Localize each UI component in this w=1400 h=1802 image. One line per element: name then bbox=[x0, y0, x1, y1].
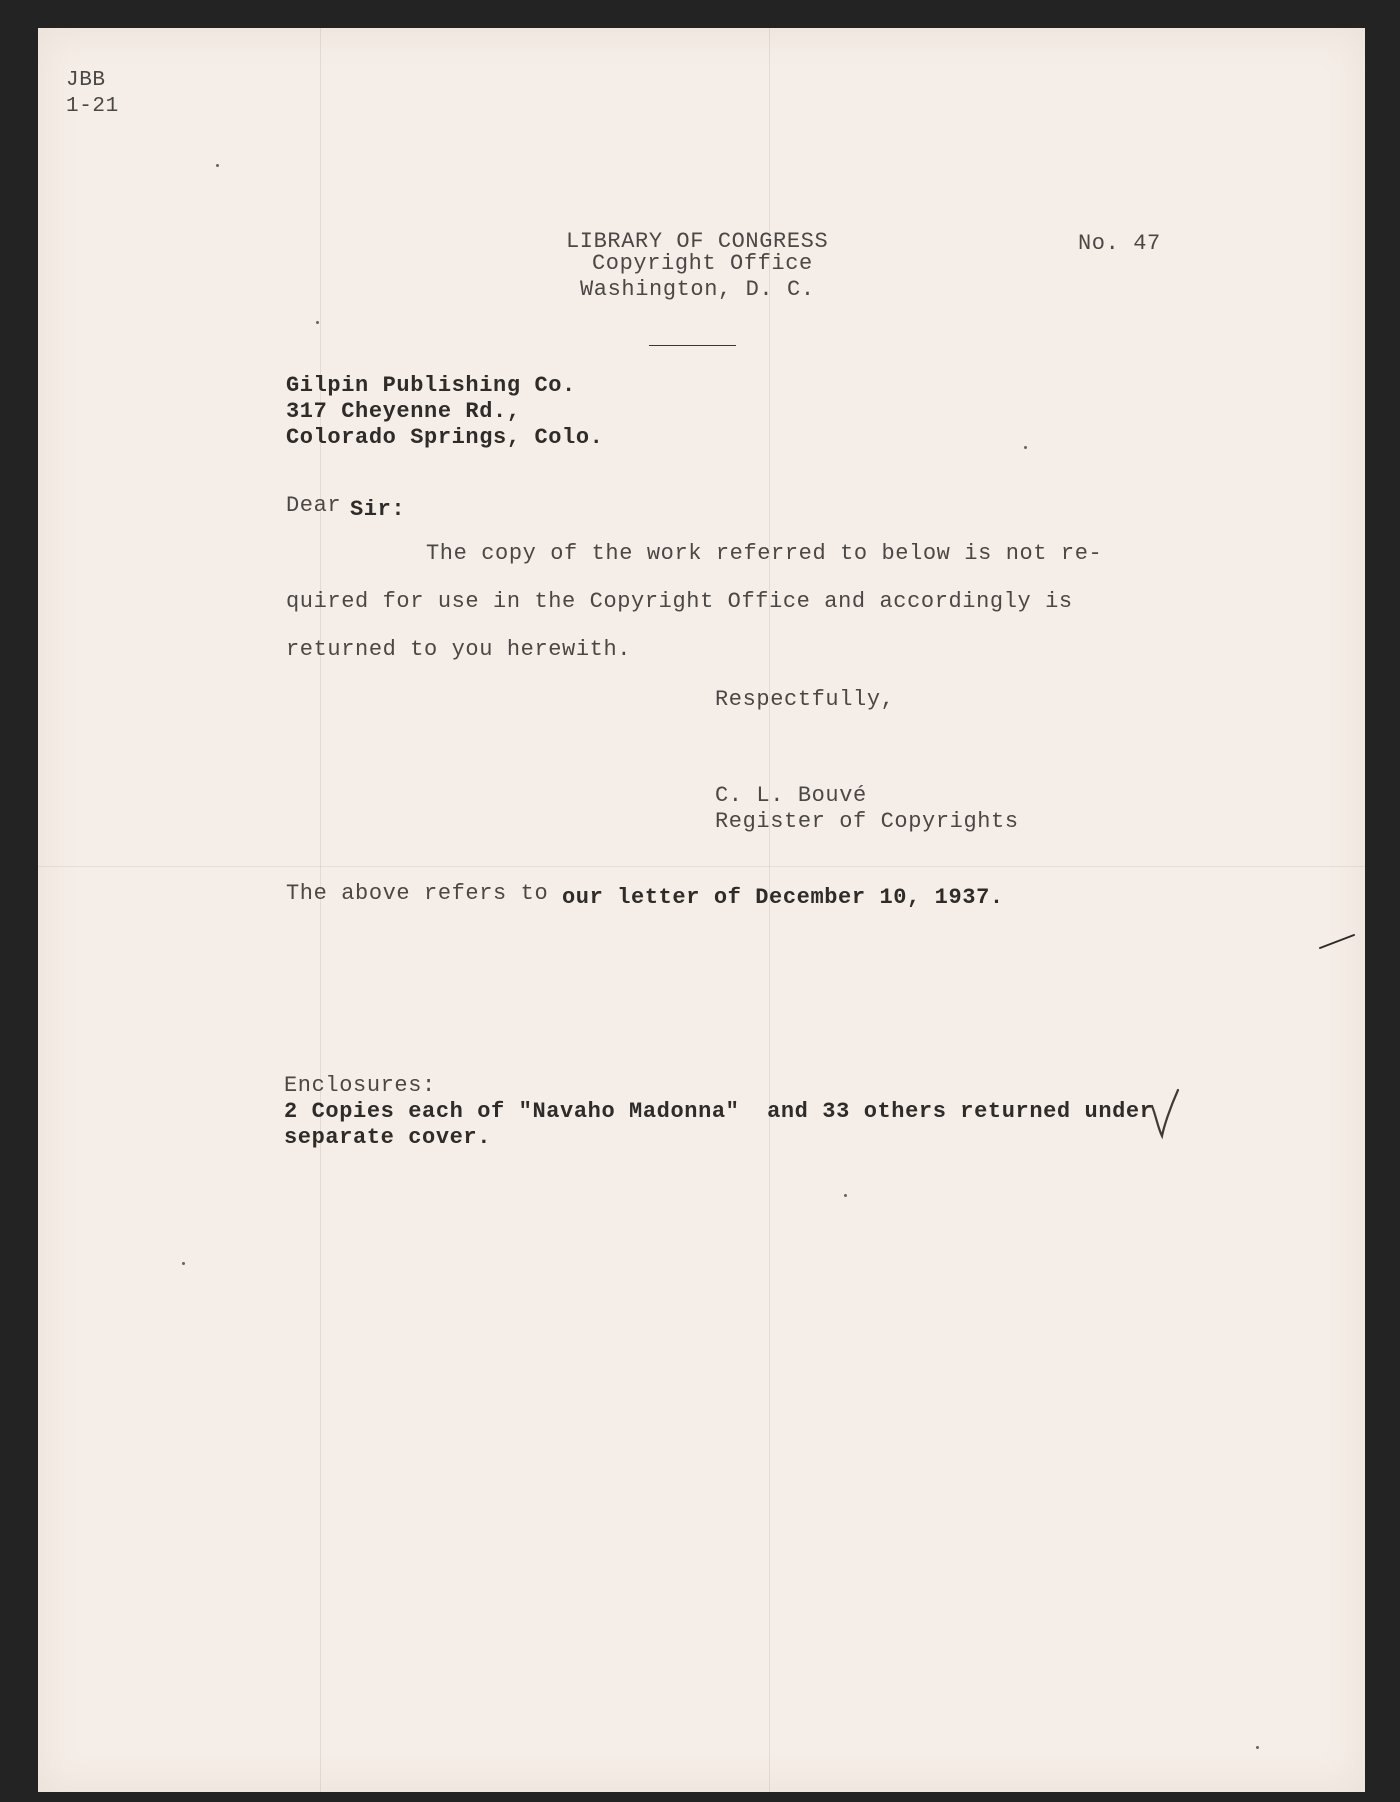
body-line-2: quired for use in the Copyright Office and accordingly is bbox=[286, 589, 1073, 614]
paper-speck bbox=[1024, 446, 1027, 449]
signer-title: Register of Copyrights bbox=[715, 809, 1019, 834]
letterhead-divider bbox=[649, 345, 736, 346]
body-line-1: The copy of the work referred to below is not re- bbox=[426, 541, 1103, 566]
letter-page bbox=[38, 28, 1365, 1792]
addressee-street: 317 Cheyenne Rd., bbox=[286, 399, 521, 424]
letterhead-location: Washington, D. C. bbox=[580, 277, 815, 302]
paper-speck bbox=[216, 164, 219, 167]
enclosures-heading: Enclosures: bbox=[284, 1073, 436, 1098]
reference-suffix: our letter of December 10, 1937. bbox=[562, 885, 1004, 910]
stray-pen-mark bbox=[1318, 932, 1358, 952]
file-mark-code: 1-21 bbox=[66, 95, 119, 118]
salutation-dear: Dear bbox=[286, 493, 342, 518]
paper-speck bbox=[316, 321, 319, 324]
body-line-3: returned to you herewith. bbox=[286, 637, 632, 662]
file-mark-initials: JBB bbox=[66, 69, 106, 92]
signer-name: C. L. Bouvé bbox=[715, 783, 867, 808]
letter-number: No. 47 bbox=[1078, 231, 1161, 256]
addressee-city: Colorado Springs, Colo. bbox=[286, 425, 604, 450]
paper-speck bbox=[1256, 1746, 1259, 1749]
letterhead-institution: LIBRARY OF CONGRESS bbox=[566, 229, 829, 254]
addressee-name: Gilpin Publishing Co. bbox=[286, 373, 576, 398]
reference-prefix: The above refers to bbox=[286, 881, 549, 906]
enclosures-line-1: 2 Copies each of "Navaho Madonna" and 33 others returned under bbox=[284, 1099, 1154, 1124]
paper-speck bbox=[844, 1194, 847, 1197]
pencil-check-mark bbox=[1144, 1086, 1184, 1140]
closing-respectfully: Respectfully, bbox=[715, 687, 895, 712]
salutation-sir: Sir: bbox=[350, 497, 406, 522]
fold-crease-left bbox=[320, 28, 321, 1792]
fold-crease-middle bbox=[38, 866, 1365, 867]
paper-speck bbox=[182, 1262, 185, 1265]
enclosures-line-2: separate cover. bbox=[284, 1125, 492, 1150]
letterhead-office: Copyright Office bbox=[592, 251, 813, 276]
